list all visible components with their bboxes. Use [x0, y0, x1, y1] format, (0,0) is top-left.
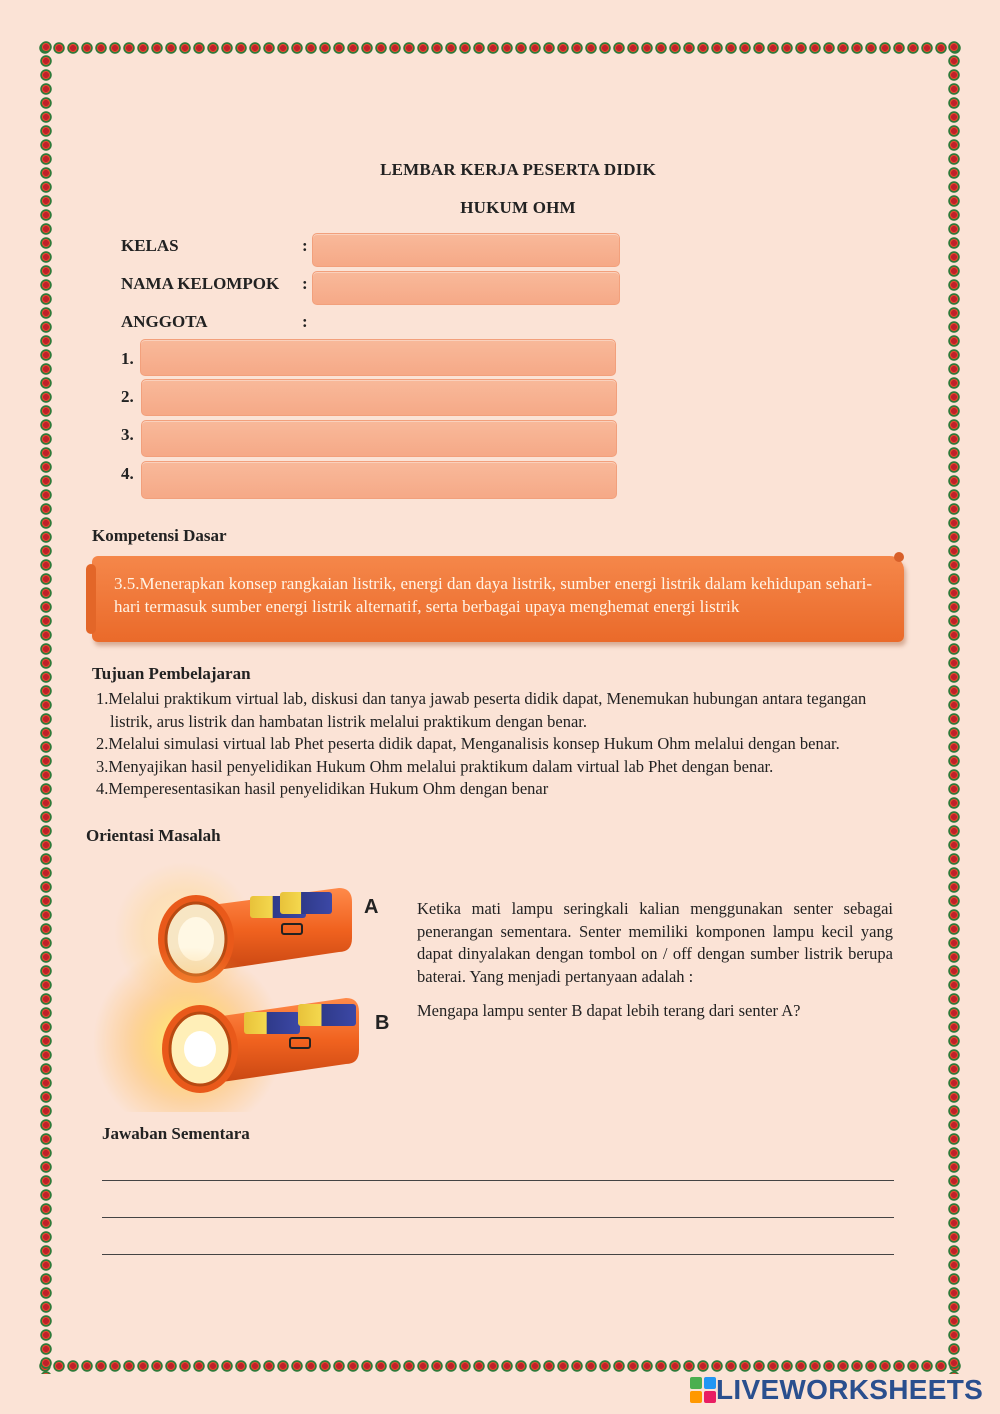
flashlight-svg [84, 862, 404, 1112]
kelas-colon: : [302, 236, 308, 255]
list-item: 2.Melalui simulasi virtual lab Phet peserta didik dapat, Menganalisis konsep Hukum Ohm melalui dengan benar. [96, 734, 840, 753]
member-number-4: 4. [121, 464, 134, 483]
anggota-label: ANGGOTA [121, 312, 208, 331]
nama-kelompok-colon: : [302, 274, 308, 293]
tujuan-list [96, 688, 896, 801]
kompetensi-heading: Kompetensi Dasar [92, 526, 227, 545]
anggota-colon: : [302, 312, 308, 331]
answer-line-3[interactable] [102, 1254, 894, 1255]
flashlight-a-label: A [364, 896, 379, 918]
list-item: 3.Menyajikan hasil penyelidikan Hukum Ohm melalui praktikum dalam virtual lab Phet dengan benar. [96, 756, 774, 776]
kompetensi-text: 3.5.Menerapkan konsep rangkaian listrik, energi dan daya listrik, sumber energi listrik dalam kehidupan sehari-hari termasuk sumber energi listrik alternatif, serta berbagai upaya menghemat energi listrik [114, 574, 873, 616]
jawaban-heading: Jawaban Sementara [102, 1124, 250, 1143]
flower-border-bottom [38, 1358, 962, 1374]
member-input-3[interactable] [141, 420, 617, 457]
member-input-4[interactable] [141, 461, 617, 499]
orientasi-heading: Orientasi Masalah [86, 826, 221, 845]
list-item: 1.Melalui praktikum virtual lab, diskusi dan tanya jawab peserta didik dapat, Menemukan hubungan antara tegangan listrik, arus listrik dan hambatan listrik melalui praktikum dengan benar. [96, 689, 867, 731]
flashlight-illustration [84, 862, 404, 1112]
nama-kelompok-label: NAMA KELOMPOK [121, 274, 280, 293]
flower-border-left [38, 40, 54, 1374]
answer-line-1[interactable] [102, 1180, 894, 1181]
liveworksheets-logo [690, 1374, 983, 1406]
member-input-2[interactable] [141, 379, 617, 416]
member-number-1: 1. [121, 349, 134, 368]
flower-border-top [38, 40, 962, 56]
flashlight-b-label: B [375, 1012, 390, 1034]
kompetensi-banner [92, 556, 904, 642]
orientasi-question: Mengapa lampu senter B dapat lebih terang dari senter A? [417, 1001, 801, 1020]
page-subtitle: HUKUM OHM [460, 198, 576, 217]
nama-kelompok-input[interactable] [312, 271, 620, 305]
member-number-3: 3. [121, 425, 134, 444]
flashlight-b-icon [93, 947, 359, 1112]
liveworksheets-logo-icon [690, 1377, 716, 1403]
orientasi-paragraph: Ketika mati lampu seringkali kalian menggunakan senter sebagai penerangan sementara. Senter memiliki komponen lampu kecil yang dapat dinyalakan dengan tombol on / off dengan sumber listrik berupa baterai. Yang menjadi pertanyaan adalah : [417, 899, 893, 986]
liveworksheets-logo-text: LIVEWORKSHEETS [716, 1374, 984, 1405]
tujuan-heading: Tujuan Pembelajaran [92, 664, 251, 683]
list-item: 4.Memperesentasikan hasil penyelidikan Hukum Ohm dengan benar [96, 779, 549, 798]
member-input-1[interactable] [140, 339, 616, 376]
page-title: LEMBAR KERJA PESERTA DIDIK [380, 160, 656, 179]
member-number-2: 2. [121, 387, 134, 406]
kelas-label: KELAS [121, 236, 179, 255]
answer-line-2[interactable] [102, 1217, 894, 1218]
flower-border-right [946, 40, 962, 1374]
kelas-input[interactable] [312, 233, 620, 267]
